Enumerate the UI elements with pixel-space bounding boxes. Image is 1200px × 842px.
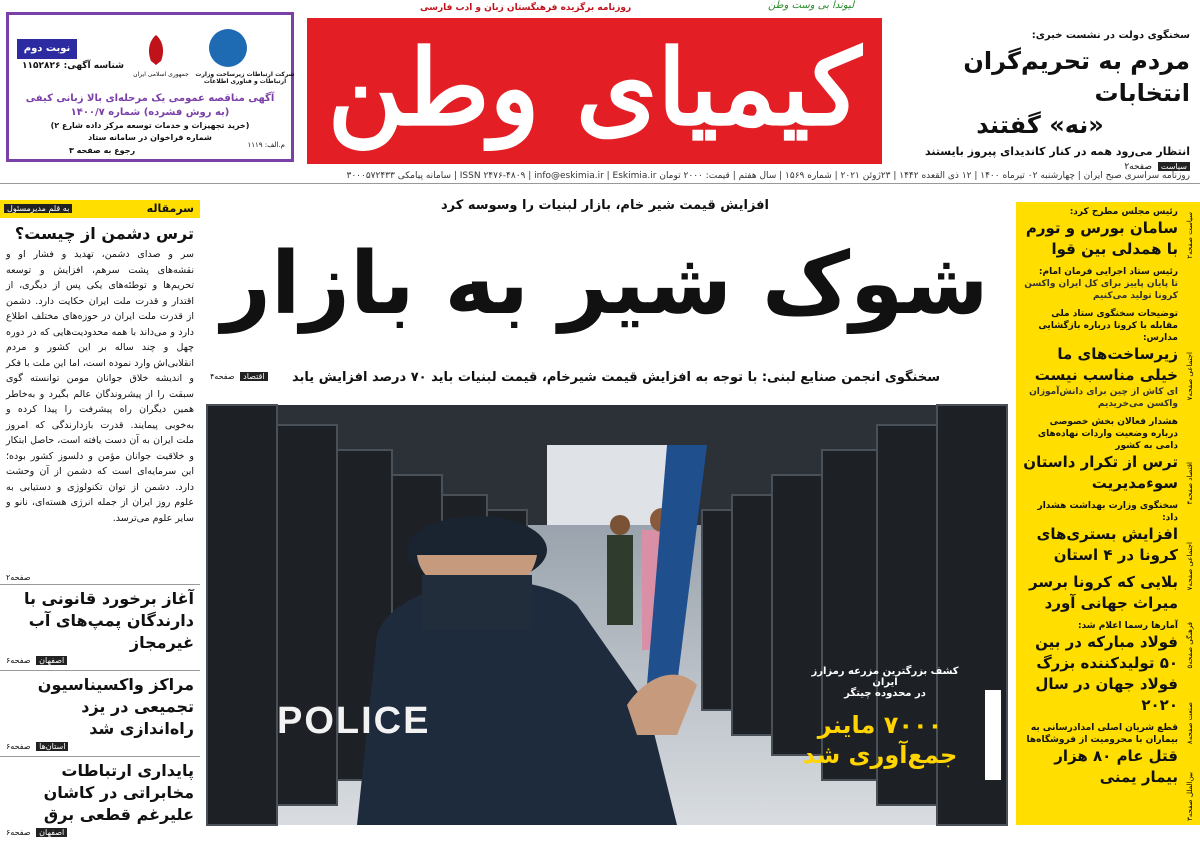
brief-item[interactable] bbox=[1022, 722, 1178, 788]
photo-headline-line2: جمع‌آوری شد bbox=[802, 741, 958, 769]
brief-title: زیرساخت‌های ما خیلی مناسب نیست bbox=[1034, 345, 1178, 384]
newspaper-logo bbox=[307, 18, 882, 164]
ad-code: م.الف: ۱۱۱۹ bbox=[247, 141, 285, 149]
edge-tag: اقتصاد صفحه۴ bbox=[1186, 462, 1194, 505]
ad-id-label: شناسه آگهی: ۱۱۵۲۸۲۶ bbox=[22, 61, 124, 71]
section-tag: استان‌ها bbox=[36, 742, 68, 751]
edge-tag: سیاست صفحه۲ bbox=[1186, 212, 1194, 259]
main-deck-page-ref bbox=[210, 372, 268, 381]
photo-caption-line1: کشف بزرگترین مزرعه رمزارز ایران bbox=[811, 666, 959, 688]
brief-title: سامان بورس و تورم با همدلی بین قوا bbox=[1025, 219, 1178, 258]
edge-tag: اجتماعی صفحه۷ bbox=[1186, 542, 1194, 591]
left-news-title: آغاز برخورد قانونی با دارندگان پمپ‌های آب غیرمجاز bbox=[23, 589, 194, 652]
brief-kicker: هشدار فعالان بخش خصوصی درباره وضعیت واردات نهاده‌های دامی به کشور bbox=[1037, 417, 1178, 451]
brief-item[interactable] bbox=[1022, 266, 1178, 302]
section-tag: اصفهان bbox=[36, 656, 67, 665]
top-story-title bbox=[890, 45, 1190, 141]
page-number: صفحه۶ bbox=[6, 828, 31, 837]
brief-kicker: سخنگوی وزارت بهداشت هشدار داد: bbox=[1037, 501, 1178, 523]
left-news-page-ref bbox=[6, 742, 194, 751]
right-column-briefs bbox=[1016, 202, 1184, 825]
section-tag: اقتصاد bbox=[240, 372, 267, 381]
brief-item[interactable] bbox=[1022, 308, 1178, 410]
section-tag: اصفهان bbox=[36, 828, 67, 837]
ad-badge: نوبت دوم bbox=[17, 39, 77, 59]
issue-info-line: روزنامه سراسری صبح ایران | چهارشنبه ۰۲ تیرماه ۱۴۰۰ | ۱۲ ذی القعده ۱۴۴۲ | ۲۳ژوئن ۲۰۲۱ | شماره ۱۵۶۹ | سال هفتم | قیمت: ۲۰۰۰ تومان ISSN ۲۴۷۶-۴۸۰۹ | info@eskimia.ir | Eskimia.ir | سامانه پیامکی ۳۰۰۰۵۷۲۴۳۳ bbox=[0, 168, 1200, 184]
ad-subtitle-3: شماره فراخوان در سامانه ستاد bbox=[88, 133, 212, 142]
editorial-page-ref: صفحه۲ bbox=[0, 573, 200, 585]
tender-advertisement bbox=[6, 12, 294, 162]
page-number: صفحه۴ bbox=[210, 372, 235, 381]
left-news-title: مراکز واکسیناسیون تجمیعی در یزد راه‌اندازی شد bbox=[37, 675, 194, 738]
left-news-item[interactable] bbox=[0, 757, 200, 842]
editorial-label: سرمقاله bbox=[146, 202, 194, 215]
top-story-kicker: سخنگوی دولت در نشست خبری: bbox=[1031, 30, 1190, 41]
main-supra-headline: افزایش قیمت شیر خام، بازار لبنیات را وسوسه کرد bbox=[440, 198, 770, 213]
brief-kicker: رئیس مجلس مطرح کرد: bbox=[1069, 207, 1178, 217]
masthead bbox=[0, 0, 1200, 172]
masthead-tagline: روزنامه برگزیده فرهنگستان زبان و ادب فارسی bbox=[420, 3, 632, 13]
photo-headline[interactable] bbox=[780, 710, 980, 770]
photo-headline-line1: ۷۰۰۰ ماینر bbox=[817, 711, 943, 739]
brief-item[interactable] bbox=[1022, 206, 1178, 260]
main-deck: سخنگوی انجمن صنایع لبنی: با توجه به افزایش قیمت شیرخام، قیمت لبنیات باید ۷۰ درصد افزایش یابد bbox=[292, 370, 940, 385]
editorial-body: سر و صدای دشمن، تهدید و فشار او و نقشه‌های پشت سرهم، افزایش و توسعه تحریم‌ها و توطئه‌های یکی پس از دیگری، از اقتدار و قدرت ملت ایران حکایت دارد. دشمن از قدرت ملت ایران در حوزه‌های مختلف اطلاع دارد و می‌داند با همه محدودیت‌هایی که در دوره چهل و چند ساله بر این کشور و مردم انقلابی‌اش وارد نموده است، اما این ملت با فکر و اندیشه خلاق جوانان مومن توانسته گوی سبقت را از پیشروندگان عالم بگیرد و به‌خاطر همین دیگران راه پیشرفت را پیدا کرده و به‌خوبی پیمایند. قدرت بازدارندگی که امروز ملت ایران به آن دست یافته است، حاصل ابتکار و خلاقیت جوانان مؤمن و دلسوز کشور بوده؛ این سرمایه‌ای است که دشمن از آن وحشت دارد. دشمن از توان تکنولوژی و دستیابی به علوم روز ایران از جمله انرژی هسته‌ای، نانو و سایر علوم می‌ترسد. bbox=[6, 249, 194, 524]
company-logo-icon bbox=[209, 29, 247, 67]
iran-emblem-icon bbox=[141, 33, 171, 67]
page-number: صفحه۶ bbox=[6, 656, 31, 665]
left-news-title: پایداری ارتباطات مخابراتی در کاشان علیرغم قطعی برق bbox=[43, 761, 194, 824]
section-edge-strip bbox=[1184, 202, 1200, 825]
brief-kicker: رئیس ستاد اجرایی فرمان امام: bbox=[1038, 267, 1178, 277]
brief-deck: تا پایان پاییز برای کل ایران واکسن کرونا تولید می‌کنیم bbox=[1024, 279, 1178, 301]
edge-tag: بین‌الملل صفحه۳ bbox=[1186, 772, 1194, 821]
left-column bbox=[0, 200, 200, 837]
brief-title: بلایی که کرونا برسر میراث جهانی آورد bbox=[1028, 573, 1178, 612]
photo-caption-line2: در محدوده چیتگر bbox=[844, 688, 926, 699]
ad-subtitle-2: (خرید تجهیزات و خدمات توسعه مرکز داده شارع ۲) bbox=[50, 121, 250, 130]
ad-subtitle: (به روش فشرده) شماره ۱۴۰۰/۷ bbox=[70, 107, 230, 118]
masthead-script: لیوندا بی وست وطن bbox=[768, 0, 855, 11]
brief-title: ترس از تکرار داستان سوءمدیریت bbox=[1023, 453, 1178, 492]
police-patch: POLICE bbox=[277, 700, 431, 742]
top-story-title-line1: مردم به تحریم‌گران انتخابات bbox=[963, 47, 1190, 107]
edge-tag: صنعت صفحه۸ bbox=[1186, 702, 1194, 745]
top-story[interactable] bbox=[890, 30, 1190, 172]
main-headline[interactable]: شوک شیر به بازار bbox=[221, 234, 989, 334]
top-story-title-line2: «نه» گفتند bbox=[976, 111, 1104, 139]
editorial-author: به قلم مدیرمسئول bbox=[4, 204, 72, 213]
edge-tag: اجتماعی صفحه۷ bbox=[1186, 352, 1194, 401]
page-number: صفحه۲ bbox=[1124, 162, 1152, 172]
brief-title: قتل عام ۸۰ هزار بیمار یمنی bbox=[1054, 747, 1178, 786]
left-news-page-ref bbox=[6, 656, 194, 665]
section-tag: سیاست bbox=[1158, 162, 1190, 171]
left-news-item[interactable] bbox=[0, 585, 200, 671]
ad-refer-page: رجوع به صفحه ۳ bbox=[69, 146, 136, 155]
left-news-item[interactable] bbox=[0, 671, 200, 757]
editorial-title[interactable]: ترس دشمن از چیست؟ bbox=[14, 224, 194, 243]
brief-title: فولاد مبارکه در بین ۵۰ تولیدکننده بزرگ فولاد جهان در سال ۲۰۲۰ bbox=[1035, 633, 1178, 714]
brief-item[interactable] bbox=[1022, 620, 1178, 716]
ad-title: آگهی مناقصه عمومی یک مرحله‌ای بالا زبانی کیفی bbox=[25, 93, 275, 104]
top-story-deck: انتظار می‌رود همه در کنار کاندیدای پیروز بایستند bbox=[924, 145, 1190, 158]
brief-kicker: توضیحات سخنگوی ستاد ملی مقابله با کرونا درباره بازگشایی مدارس: bbox=[1038, 309, 1178, 343]
brief-kicker: قطع شریان اصلی امدادرسانی به بیماران با محرومیت از فروشگاه‌ها bbox=[1026, 723, 1178, 745]
brief-item[interactable] bbox=[1022, 416, 1178, 494]
brief-kicker: آمارها رسما اعلام شد: bbox=[1078, 621, 1178, 631]
editorial-header bbox=[0, 200, 200, 218]
ad-emblem1-caption: جمهوری اسلامی ایران bbox=[133, 71, 189, 78]
ad-company-name: شرکت ارتباطات زیرساخت وزارت ارتباطات و فناوری اطلاعات bbox=[195, 71, 295, 85]
brief-title: افزایش بستری‌های کرونا در ۴ استان bbox=[1036, 525, 1178, 564]
brief-item[interactable] bbox=[1022, 572, 1178, 614]
edge-tag: فرهنگی صفحه۵ bbox=[1186, 622, 1194, 669]
left-news-page-ref bbox=[6, 828, 194, 837]
logo-text: کیمیای وطن bbox=[327, 26, 862, 149]
page-number: صفحه۶ bbox=[6, 742, 31, 751]
photo-caption bbox=[800, 666, 970, 699]
brief-deck: ای کاش از چین برای دانش‌آموزان واکسن می‌خریدیم bbox=[1029, 387, 1178, 409]
photo-side-tag bbox=[985, 690, 1001, 780]
brief-item[interactable] bbox=[1022, 500, 1178, 566]
